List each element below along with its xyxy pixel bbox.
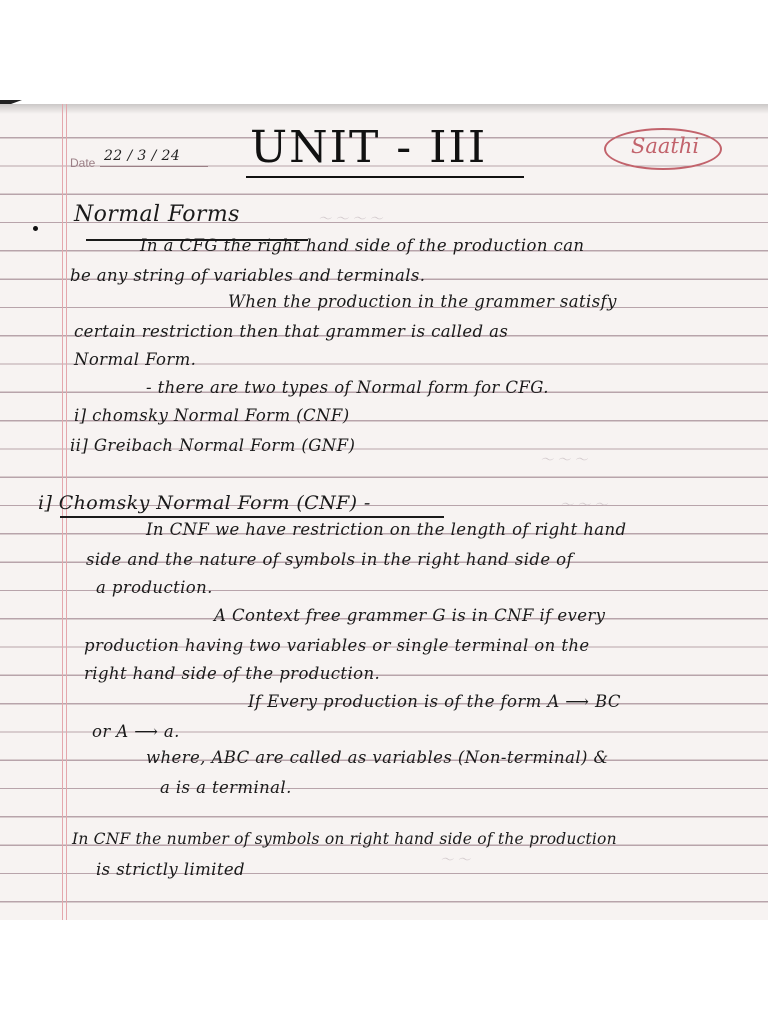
text-line: Normal Form. — [74, 350, 197, 369]
text-line: side and the nature of symbols in the right hand side of — [86, 550, 573, 569]
text-line: If Every production is of the form A ⟶ BC — [248, 692, 621, 711]
brand-logo: Saathi — [630, 134, 700, 158]
text-line: i] chomsky Normal Form (CNF) — [74, 406, 350, 425]
page-top-shadow — [0, 104, 768, 114]
bullet-icon — [33, 226, 38, 231]
title-underline — [246, 176, 524, 178]
page-title: UNIT - III — [250, 122, 488, 173]
text-line: a production. — [96, 578, 213, 597]
bleed-through-mark: 〜 〜 〜 — [560, 498, 608, 513]
text-line: - there are two types of Normal form for CFG. — [146, 378, 549, 397]
text-line: is strictly limited — [96, 860, 246, 879]
bleed-through-mark: 〜 〜 〜 〜 — [318, 212, 383, 227]
bleed-through-mark: 〜 〜 — [440, 853, 471, 868]
section-heading: Normal Forms — [74, 202, 240, 227]
text-line: A Context free grammer G is in CNF if every — [214, 606, 606, 625]
bleed-through-mark: 〜 〜 〜 — [540, 453, 588, 468]
date-value: 22 / 3 / 24 — [104, 148, 181, 164]
text-line: where, ABC are called as variables (Non-terminal) & — [146, 748, 609, 767]
section-heading: i] Chomsky Normal Form (CNF) - — [38, 492, 371, 514]
text-line: In CNF the number of symbols on right hand side of the production — [72, 830, 617, 848]
text-line: In CNF we have restriction on the length of right hand — [146, 520, 627, 539]
text-line: right hand side of the production. — [84, 664, 381, 683]
text-line: certain restriction then that grammer is called as — [74, 322, 509, 341]
text-line: When the production in the grammer satisfy — [228, 292, 617, 311]
date-underline — [100, 166, 208, 167]
text-line: be any string of variables and terminals. — [70, 266, 426, 285]
text-line: ii] Greibach Normal Form (GNF) — [70, 436, 356, 455]
date-label: Date — [70, 156, 96, 170]
text-line: or A ⟶ a. — [92, 722, 180, 741]
text-line: In a CFG the right hand side of the production can — [140, 236, 585, 255]
text-line: production having two variables or single terminal on the — [84, 636, 590, 655]
heading-underline — [60, 516, 444, 518]
text-line: a is a terminal. — [160, 778, 292, 797]
notebook-page — [0, 104, 768, 920]
